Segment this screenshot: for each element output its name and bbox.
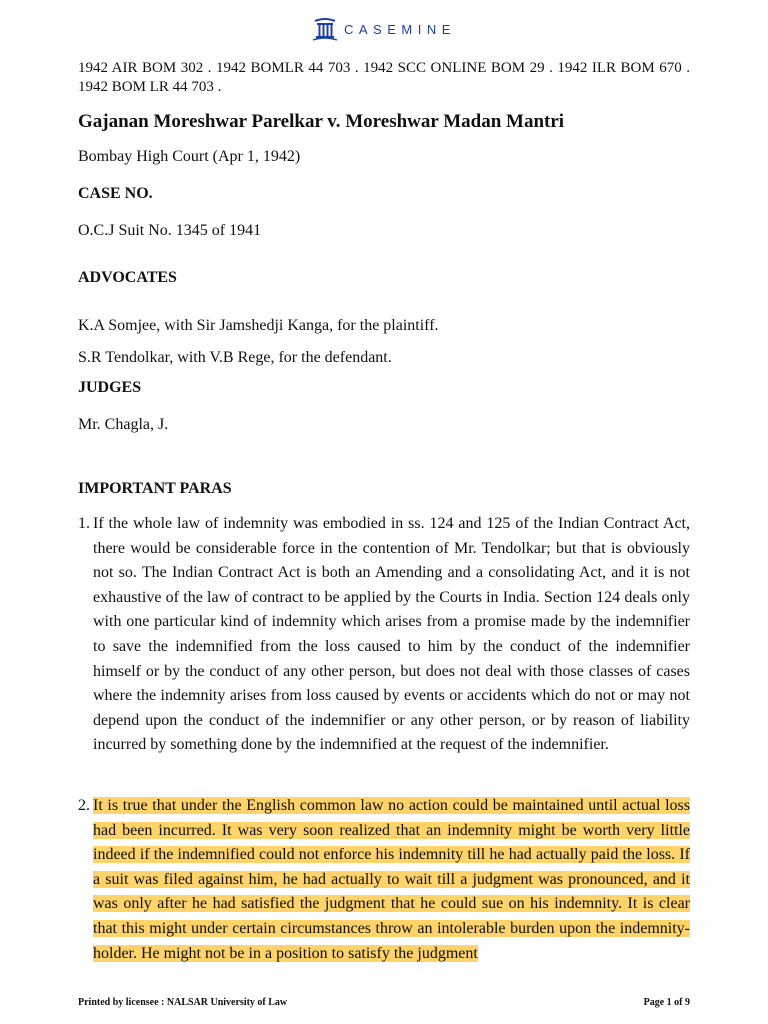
- para-number: 2.: [78, 797, 90, 814]
- important-paras-heading: IMPORTANT PARAS: [78, 480, 232, 497]
- para-text: If the whole law of indemnity was embodied in ss. 124 and 125 of the Indian Contract Act, there would be considerable force in the contention of Mr. Tendolkar; but that is obviously not so. The Indian Contract Act is both an Amending and a consolidating Act, and it is not exhaustive of the law of contract to be applied by the Courts in India. Section 124 deals only with one particular kind of indemnity which arises from a promise made by the indemnifier to save the indemnified from the loss caused to him by the conduct of the indemnifier himself or by the conduct of any other person, but does not deal with those classes of cases where the indemnity arises from loss caused by events or accidents which do not or may not depend upon the conduct of the indemnifier or any other person, or by reason of liability incurred by something done by the indemnified at the request of the indemnifier.: [93, 515, 690, 754]
- advocate-line: S.R Tendolkar, with V.B Rege, for the defendant.: [78, 349, 392, 366]
- advocates-heading: ADVOCATES: [78, 269, 177, 286]
- logo-text: CASEMINE: [344, 21, 456, 37]
- judges-value: Mr. Chagla, J.: [78, 416, 169, 433]
- case-title: Gajanan Moreshwar Parelkar v. Moreshwar Madan Mantri: [78, 111, 565, 132]
- case-no-heading: CASE NO.: [78, 185, 153, 202]
- highlighted-para-text: It is true that under the English common law no action could be maintained until actual loss had been incurred. It was very soon realized that an indemnity might be worth very little indeed if the indemnified could not enforce his indemnity till he had actually paid the loss. If a suit was filed against him, he had actually to wait till a judgment was pronounced, and it was only after he had satisfied the judgment that he could sue on his indemnity. It is clear that this might under certain circumstances throw an intolerable burden upon the indemnity-holder. He might not be in a position to satisfy the judgment: [93, 797, 690, 962]
- casemine-logo[interactable]: [312, 14, 456, 44]
- advocate-line: K.A Somjee, with Sir Jamshedji Kanga, for the plaintiff.: [78, 317, 439, 334]
- court-date: Bombay High Court (Apr 1, 1942): [78, 148, 301, 165]
- page-number: Page 1 of 9: [643, 997, 690, 1008]
- pillar-logo-icon: [312, 16, 338, 42]
- case-no-value: O.C.J Suit No. 1345 of 1941: [78, 222, 262, 239]
- judges-heading: JUDGES: [78, 379, 142, 396]
- important-para-1: [78, 512, 690, 758]
- para-number: 1.: [78, 515, 90, 532]
- citations: 1942 AIR BOM 302 . 1942 BOMLR 44 703 . 1942 SCC ONLINE BOM 29 . 1942 ILR BOM 670 . 1942 BOM LR 44 703 .: [78, 60, 690, 95]
- important-para-2: [78, 794, 690, 966]
- printed-by-footer: Printed by licensee : NALSAR University of Law: [78, 997, 288, 1008]
